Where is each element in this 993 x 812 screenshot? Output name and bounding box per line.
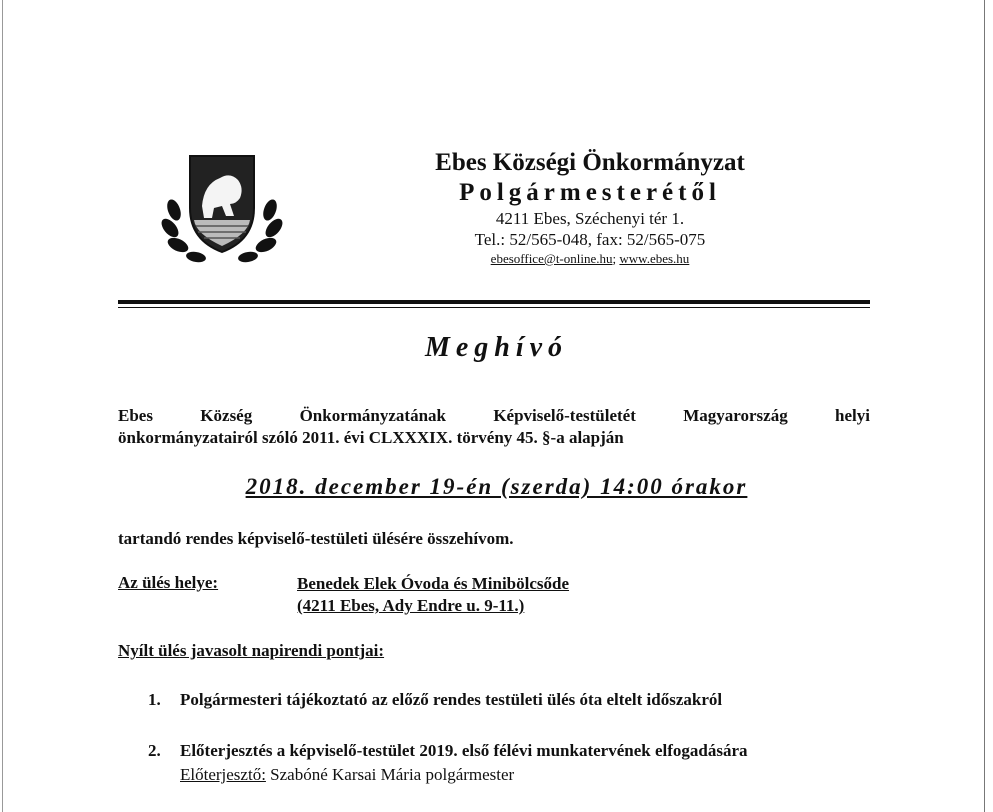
intro-word: Önkormányzatának <box>299 406 446 425</box>
intro-word: Képviselő-testületét <box>493 406 636 425</box>
organization-address: 4211 Ebes, Széchenyi tér 1. <box>495 209 685 228</box>
presenter-label: Előterjesztő: <box>180 765 266 784</box>
scan-edge-left <box>2 0 3 812</box>
email-link[interactable]: ebesoffice@t-online.hu <box>490 251 613 266</box>
agenda-item-number: 2. <box>148 741 161 760</box>
agenda-item-presenter <box>180 765 514 785</box>
presenter-name: Szabóné Karsai Mária polgármester <box>270 765 515 784</box>
intro-line-1 <box>118 405 870 427</box>
location-venue: Benedek Elek Óvoda és Minibölcsőde <box>297 574 570 593</box>
agenda-item-number: 1. <box>148 690 161 709</box>
header-divider-thin <box>118 307 870 308</box>
agenda-item-text: Előterjesztés a képviselő-testület 2019. első félévi munkatervének elfogadására <box>180 741 748 760</box>
location-label: Az ülés helye: <box>118 573 219 592</box>
scan-edge-right <box>984 0 985 812</box>
header-divider-thick <box>118 300 870 304</box>
intro-word: Község <box>200 406 253 425</box>
organization-phone-fax: Tel.: 52/565-048, fax: 52/565-075 <box>474 230 706 249</box>
agenda-item <box>148 740 748 762</box>
intro-word: helyi <box>835 406 870 425</box>
letterhead <box>400 148 780 268</box>
agenda-item <box>148 689 722 711</box>
location-address: (4211 Ebes, Ady Endre u. 9-11.) <box>297 596 525 615</box>
document-title: Meghívó <box>424 332 569 363</box>
website-link[interactable]: www.ebes.hu <box>619 251 690 266</box>
meeting-date-text: 2018. december 19-én (szerda) 14:00 órakor <box>245 474 748 499</box>
location-value <box>297 573 569 617</box>
contact-links <box>400 250 780 268</box>
organization-name: Ebes Községi Önkormányzat <box>435 149 745 176</box>
organization-subtitle: Polgármesterétől <box>459 179 721 206</box>
intro-word: Ebes <box>118 406 153 425</box>
intro-word: Magyarország <box>683 406 788 425</box>
agenda-heading: Nyílt ülés javasolt napirendi pontjai: <box>118 641 385 660</box>
contact-separator: ; <box>612 251 617 266</box>
convene-statement: tartandó rendes képviselő-testületi ülésére összehívom. <box>118 529 514 548</box>
intro-line-2: önkormányzatairól szóló 2011. évi CLXXXIX. törvény 45. §-a alapján <box>118 428 624 447</box>
meeting-date <box>0 474 993 500</box>
coat-of-arms-icon <box>160 148 284 268</box>
intro-paragraph <box>118 405 870 449</box>
agenda-item-text: Polgármesteri tájékoztató az előző rendes testületi ülés óta eltelt időszakról <box>180 690 723 709</box>
